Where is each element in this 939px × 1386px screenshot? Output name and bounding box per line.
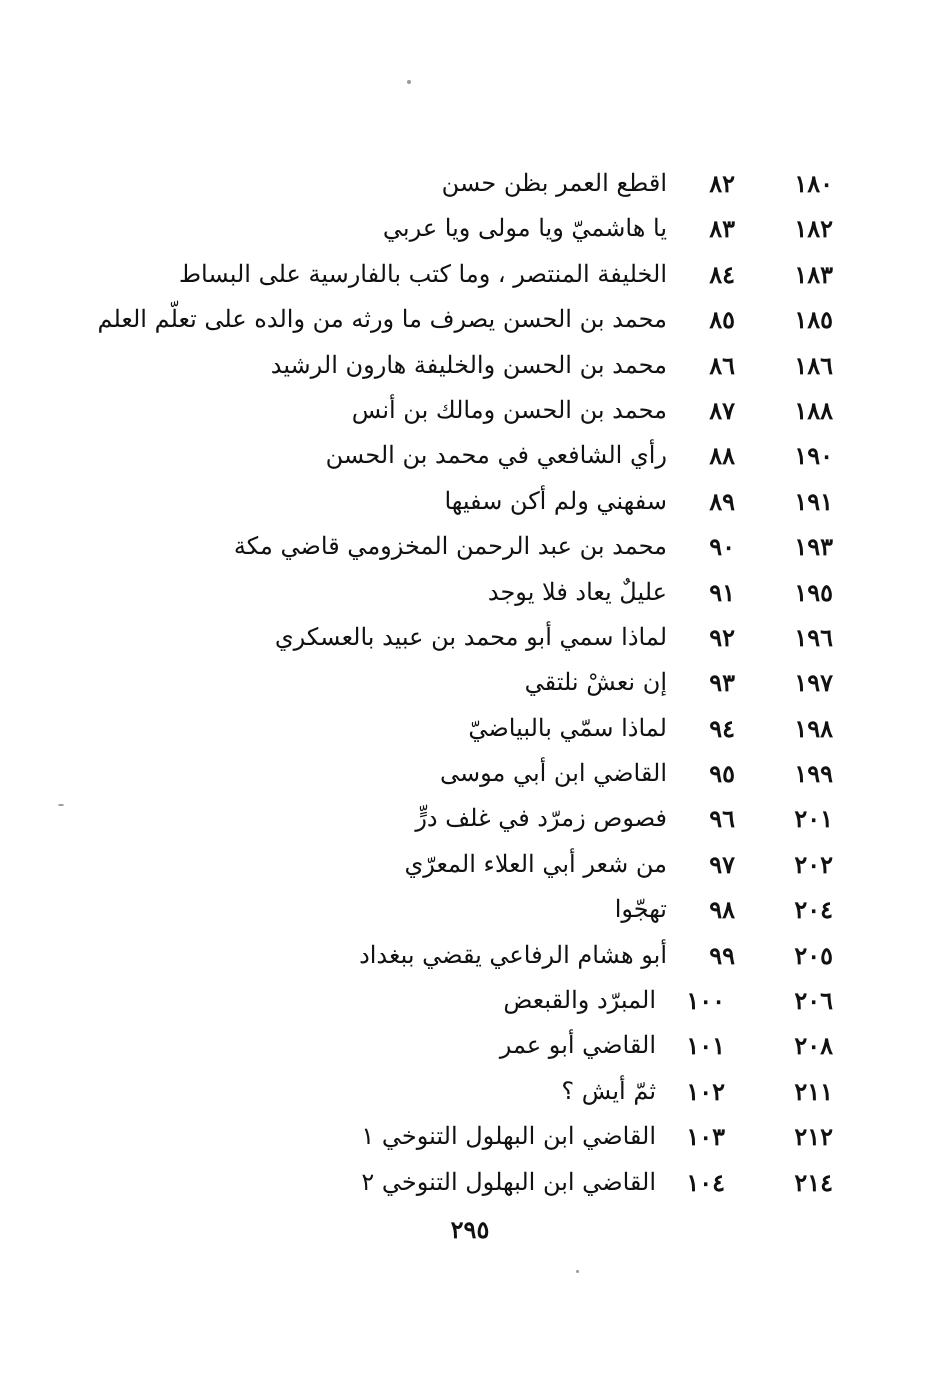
- toc-entry: [0, 1115, 939, 1160]
- toc-item-title: لماذا سمّي بالبياضيّ: [468, 713, 667, 742]
- toc-entry: [0, 934, 939, 979]
- toc-page-number: ٢٠٤: [794, 895, 833, 925]
- toc-page-number: ١٩٣: [794, 532, 833, 562]
- toc-item-number: ٨٨: [709, 441, 735, 471]
- toc-page-number: ٢٠٢: [794, 849, 833, 879]
- table-of-contents: [0, 162, 939, 1206]
- toc-entry: [0, 843, 939, 888]
- toc-page-number: ١٨٥: [794, 305, 833, 335]
- toc-entry: [0, 344, 939, 389]
- toc-item-title: اقطع العمر بظن حسن: [441, 169, 667, 197]
- toc-page-number: ٢١١: [794, 1076, 833, 1106]
- toc-item-number: ١٠٣: [686, 1122, 725, 1152]
- toc-item-number: ٩٠: [709, 532, 735, 562]
- toc-item-title: من شعر أبي العلاء المعرّي: [404, 849, 667, 878]
- toc-entry: [0, 389, 939, 434]
- toc-item-number: ٩٣: [709, 668, 735, 698]
- toc-entry: [0, 979, 939, 1024]
- toc-item-number: ٩٢: [709, 622, 735, 652]
- toc-entry: [0, 1070, 939, 1115]
- toc-entry: [0, 1024, 939, 1069]
- toc-item-title: رأي الشافعي في محمد بن الحسن: [325, 441, 667, 470]
- toc-page-number: ٢٠١: [794, 804, 833, 834]
- toc-page-number: ١٩٦: [794, 622, 833, 652]
- toc-item-title: القاضي ابن البهلول التنوخي ١: [361, 1122, 656, 1151]
- ink-speck: [407, 80, 411, 84]
- toc-item-title: محمد بن الحسن ومالك بن أنس: [351, 395, 667, 424]
- toc-page-number: ١٨٠: [794, 169, 833, 198]
- ink-speck: [576, 1270, 579, 1273]
- toc-item-number: ٩٧: [709, 849, 735, 879]
- toc-page-number: ١٩٠: [794, 441, 833, 471]
- toc-entry: [0, 298, 939, 343]
- toc-entry: [0, 571, 939, 616]
- toc-entry: [0, 752, 939, 797]
- toc-entry: [0, 162, 939, 207]
- toc-page-number: ١٨٦: [794, 350, 833, 380]
- toc-item-number: ٨٤: [709, 259, 735, 289]
- toc-item-number: ٩٦: [709, 804, 735, 834]
- toc-item-title: الخليفة المنتصر ، وما كتب بالفارسية على البساط: [178, 259, 667, 288]
- toc-item-number: ٩٩: [709, 940, 735, 970]
- toc-item-title: القاضي ابن أبي موسى: [439, 759, 667, 788]
- toc-page-number: ١٩١: [794, 486, 833, 516]
- toc-item-title: ثمّ أيش ؟: [561, 1076, 656, 1105]
- toc-page-number: ٢٠٥: [794, 940, 833, 970]
- toc-entry: [0, 207, 939, 252]
- toc-item-number: ٨٩: [709, 486, 735, 516]
- toc-item-number: ٨٣: [709, 214, 735, 244]
- toc-item-number: ٨٦: [709, 350, 735, 380]
- toc-item-number: ١٠٤: [686, 1167, 725, 1197]
- toc-page-number: ١٨٣: [794, 259, 833, 289]
- toc-entry: [0, 707, 939, 752]
- toc-item-number: ٩٨: [709, 895, 735, 925]
- toc-entry: [0, 525, 939, 570]
- toc-item-title: القاضي ابن البهلول التنوخي ٢: [361, 1167, 656, 1196]
- toc-item-number: ١٠١: [686, 1031, 725, 1061]
- toc-item-title: أبو هشام الرفاعي يقضي ببغداد: [359, 940, 667, 969]
- toc-page-number: ١٩٨: [794, 713, 833, 743]
- toc-item-number: ٩١: [709, 577, 735, 607]
- toc-item-title: المبرّد والقبعض: [503, 986, 656, 1015]
- toc-item-title: لماذا سمي أبو محمد بن عبيد بالعسكري: [274, 622, 667, 651]
- toc-item-title: يا هاشميّ ويا مولى ويا عربي: [382, 214, 667, 243]
- toc-item-title: فصوص زمرّد في غلف درٍّ: [415, 804, 667, 833]
- toc-page-number: ٢١٢: [794, 1122, 833, 1152]
- toc-entry: [0, 616, 939, 661]
- toc-item-title: تهجّوا: [614, 895, 667, 924]
- toc-entry: [0, 797, 939, 842]
- toc-entry: [0, 1161, 939, 1206]
- toc-item-number: ١٠٠: [686, 986, 725, 1016]
- toc-page-number: ١٨٨: [794, 395, 833, 425]
- toc-item-title: إن نعشْ نلتقي: [524, 668, 667, 697]
- toc-item-title: القاضي أبو عمر: [499, 1031, 656, 1060]
- toc-item-number: ٩٥: [709, 759, 735, 789]
- toc-entry: [0, 888, 939, 933]
- toc-page-number: ١٩٥: [794, 577, 833, 607]
- toc-item-number: ٨٧: [709, 395, 735, 425]
- page-number-footer: ٢٩٥: [450, 1215, 490, 1244]
- toc-item-title: محمد بن الحسن والخليفة هارون الرشيد: [270, 350, 667, 379]
- toc-page-number: ١٨٢: [794, 214, 833, 244]
- toc-entry: [0, 253, 939, 298]
- toc-page-number: ١٩٧: [794, 668, 833, 698]
- toc-page-number: ٢٠٦: [794, 986, 833, 1016]
- toc-item-number: ٨٥: [709, 305, 735, 335]
- toc-page-number: ٢١٤: [794, 1167, 833, 1197]
- toc-item-title: محمد بن الحسن يصرف ما ورثه من والده على تعلّم العلم: [97, 305, 667, 334]
- toc-page-number: ١٩٩: [794, 759, 833, 789]
- toc-entry: [0, 434, 939, 479]
- toc-item-title: سفهني ولم أكن سفيها: [444, 486, 667, 515]
- toc-entry: [0, 480, 939, 525]
- toc-item-number: ١٠٢: [686, 1076, 725, 1106]
- toc-item-number: ٩٤: [709, 713, 735, 743]
- toc-entry: [0, 661, 939, 706]
- toc-page-number: ٢٠٨: [794, 1031, 833, 1061]
- toc-item-number: ٨٢: [709, 169, 735, 198]
- toc-item-title: محمد بن عبد الرحمن المخزومي قاضي مكة: [233, 532, 667, 561]
- toc-item-title: عليلٌ يعاد فلا يوجد: [487, 577, 667, 606]
